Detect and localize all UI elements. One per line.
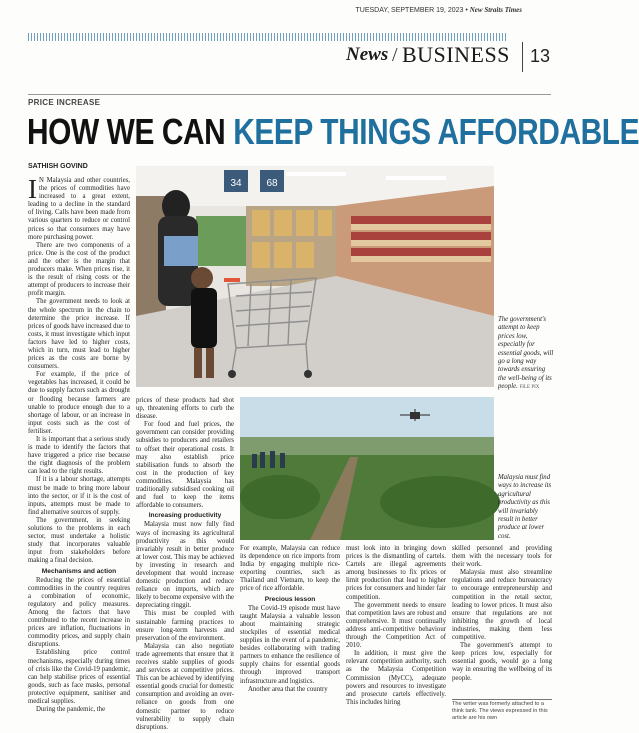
paragraph: It is important that a serious study is made to identify the factors that have triggered a price rise because the right diagnosis of the problem can lead to the right results. [28, 436, 130, 476]
paragraph: During the pandemic, the [36, 706, 106, 714]
paragraph: For food and fuel prices, the government can consider providing subsidies to producers and retailers to offset their operational costs. It may also establish price stabilisation funds to absorb the cost in the production of key commodities. Malaysia has traditionally subsidised cooking oil and fuel to keep the items affordable to consumers. [136, 421, 234, 510]
article-column-3 [240, 545, 340, 694]
drop-cap: I [28, 174, 37, 204]
paragraph: In addition, it must give the relevant competition authority, such as the Malaysia Competition Commission (MyCC), adequate powers and resources to investigate and prosecute cartels effectively. This includes hiring [346, 650, 446, 706]
article-column-4 [346, 545, 446, 707]
paragraph: There are two components of a price. One is the cost of the product and the other is the margin that producers make. When prices rise, it is the result of rising costs or the attempt of producers to increase their profit margin. [28, 241, 130, 298]
headline-part-1: HOW WE CAN [27, 111, 234, 152]
paragraph: For example, if the price of vegetables has increased, it could be due to supply factors such as drought or flooding because farmers are unable to produce enough due to a shortage of labour, or an increase in input costs such as the cost of fertiliser. [28, 371, 130, 435]
dateline: TUESDAY, SEPTEMBER 19, 2023 • New Straits Times [355, 6, 522, 14]
masthead-divider [522, 42, 523, 72]
subhead: Precious lesson [264, 595, 316, 603]
paragraph: prices of these products had shot up, threatening efforts to curb the disease. [136, 397, 234, 421]
paragraph: Malaysia must also streamline regulations and reduce bureaucracy to encourage entrepreneurship and competition in the retail sector, leading to lower prices. It must also ensure that regulations are not inhibiting the growth of local industries, making them less competitive. [452, 569, 552, 642]
section-business-label: BUSINESS [402, 42, 510, 67]
subhead: Increasing productivity [148, 512, 222, 520]
paragraph: This must be coupled with sustainable farming practices to ensure long-term harvests and preservation of the environment. [136, 610, 234, 642]
kicker-rule [28, 94, 551, 95]
headline [27, 112, 639, 152]
photo-credit: FILE PIX [519, 385, 540, 391]
subhead: Mechanisms and action [41, 567, 117, 575]
byline: SATHISH GOVIND [28, 163, 88, 170]
caption-farm: Malaysia must find ways to increase its agricultural productivity as this will invariably result in better produce at lower cost. [498, 474, 552, 540]
section-news-label: News [346, 44, 389, 65]
page-number: 13 [530, 46, 551, 66]
paragraph: Reducing the prices of essential commodities in the country requires a combination of economic, regulatory and policy measures. Among the factors that have contributed to the recent increase in prices are inflation, fluctuations in commodity prices, and supply chain disruptions. [28, 576, 130, 649]
paragraph: The government needs to ensure that competition laws are robust and comprehensive. It must continually address anti-competitive behaviour through the Competition Act of 2010. [346, 601, 446, 650]
paragraph: For example, Malaysia can reduce its dependence on rice imports from India by engaging multiple rice-exporting countries, such as Thailand and Vietnam, to keep the price of rice affordable. [240, 545, 340, 593]
section-separator: / [392, 44, 398, 66]
caption-supermarket: The government's attempt to keep prices low, especially for essential goods, will go a long way towards ensuring the well-being of its people. FILE PIX [498, 316, 554, 391]
paragraph: Malaysia must now fully find ways of increasing its agricultural productivity as this would invariably result in better produce at lower cost. This may be achieved by investing in research and development that would increase domestic production and reduce reliance on imports, which are likely to become expensive with the depreciating ringgit. [136, 521, 234, 610]
author-note: The writer was formerly attached to a think tank. The views expressed in this article are his own [452, 699, 552, 722]
paragraph: The government's attempt to keep prices low, especially for essential goods, would go a long way in ensuring the wellbeing of its people. [452, 642, 552, 682]
masthead-stripe [28, 33, 508, 41]
farm-photo [240, 397, 494, 540]
paragraph: Another area that the country [248, 685, 328, 693]
paragraph: The Covid-19 episode must have taught Malaysia a valuable lesson about maintaining strategic stockpiles of essential medical supplies in the event of a pandemic, besides collaborating with trading partners to enhance the resilience of supply chains for essential goods through improved transport infrastructure and logistics. [240, 604, 340, 685]
paragraph: The government, in seeking solutions to the problems in each sector, must undertake a holistic study that incorporates valuable input from stakeholders before making a final decision. [28, 516, 130, 565]
paragraph: Malaysia can also negotiate trade agreements that ensure that it receives stable supplies of goods and services at competitive prices. This can be achieved by identifying essential goods crucial for domestic consumption and avoiding an over-reliance on goods from one domestic partner to reduce vulnerability to supply chain disruptions. [136, 642, 234, 731]
article-column-1 [28, 174, 130, 714]
headline-part-2: KEEP THINGS AFFORDABLE [233, 111, 639, 152]
paragraph: The government needs to look at the whole spectrum in the chain to determine the price increase. If prices of goods have increased due to costs, it must investigate which input factors have led to higher costs, which in turn, must lead to higher prices as the costs are borne by consumers. [28, 298, 130, 371]
supermarket-illustration [136, 166, 494, 387]
paragraph: must look into in bringing down prices is the dismantling of cartels. Cartels are illegal agreements among businesses to fix prices or limit production that lead to higher prices for consumers and hinder fair competition. [346, 545, 446, 601]
farm-illustration [240, 397, 494, 540]
aisle-sign-left: 34 [230, 178, 242, 189]
aisle-sign-right: 68 [266, 178, 278, 189]
paragraph: I N Malaysia and other countries, the prices of commodities have increased to a great extent, leading to a decline in the standard of living. Calls have been made from various quarters to reduce or control prices so that consumers may have more purchasing power. [28, 174, 130, 241]
paragraph: skilled personnel and providing them with the necessary tools for their work. [452, 545, 552, 569]
article-column-2 [136, 397, 234, 732]
article-column-5 [452, 545, 552, 683]
supermarket-photo [136, 166, 494, 387]
kicker: PRICE INCREASE [28, 98, 101, 107]
paragraph: If it is a labour shortage, attempts must be made to bring more labour into the sector, or if it is the cost of inputs, attempts must be made to find alternative sources of supply. [28, 476, 130, 516]
paragraph: Establishing price control mechanisms, especially during times of crisis like the Covid-19 pandemic, can help stabilise prices of essential goods, such as face masks, personal protective equipment, sanitiser and medical supplies. [28, 649, 130, 705]
